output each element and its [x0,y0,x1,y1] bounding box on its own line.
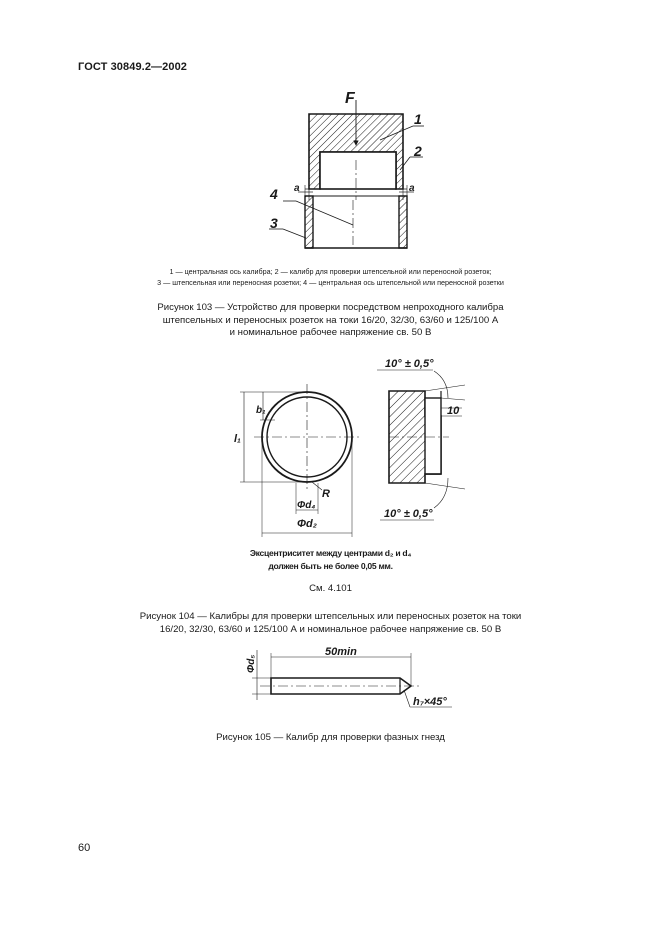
gauge-inner-cavity [320,152,396,189]
label-3: 3 [270,215,278,231]
figure-103-drawing [0,0,661,260]
label-2: 2 [414,143,422,159]
note-line-2: должен быть не более 0,05 мм. [268,561,393,571]
caption-104-line-1: Рисунок 104 — Калибры для проверки штепсельных или переносных розеток на токи [139,611,522,622]
document-header: ГОСТ 30849.2—2002 [78,61,188,73]
d4-label: Φd₄ [297,500,316,511]
label-4: 4 [270,186,278,202]
socket-wall-right [399,196,407,248]
page-number: 60 [78,842,91,854]
label-1: 1 [414,111,422,127]
figure-103-caption [60,302,601,340]
figure-105-drawing [0,640,661,720]
socket-wall-left [305,196,313,248]
label-a-left: a [294,183,300,194]
legend-line-1: 1 — центральная ось калибра; 2 — калибр для проверки штепсельной или переносной розеток; [169,267,492,276]
figure-104-caption [60,611,601,636]
b1-label: b₁ [256,405,266,416]
caption-103-line-3: и номинальное рабочее напряжение св. 50 В [229,327,432,338]
angle-bottom-label: 10° ± 0,5° [384,508,433,520]
chamfer-label: h₇×45° [413,696,447,708]
caption-103-line-1: Рисунок 103 — Устройство для проверки посредством непроходного калибра [157,302,504,313]
caption-104-line-2: 16/20, 32/30, 63/60 и 125/100 А и номинальное рабочее напряжение св. 50 В [159,623,502,635]
figure-105-caption: Рисунок 105 — Калибр для проверки фазных гнезд [216,732,445,743]
force-label: F [345,90,355,107]
figure-104-note [60,547,601,573]
note-line-1: Эксцентриситет между центрами d₂ и d₄ [249,548,412,558]
figure-103-legend [60,267,601,288]
label-a-right: a [409,183,415,194]
length-label: 50min [325,646,357,658]
d2-label: Φd₂ [297,518,317,530]
see-reference: См. 4.101 [309,583,352,594]
dim-10-label: 10 [447,405,460,417]
R-label: R [322,488,330,500]
d5-label: Φd₅ [246,654,257,673]
figure-104-drawing [0,340,661,540]
legend-line-2: 3 — штепсельная или переносная розетки; 4 — центральная ось штепсельной или переносной розетки [157,277,504,287]
l1-label: l₁ [234,433,241,445]
angle-top-label: 10° ± 0,5° [385,358,434,370]
caption-103-line-2: штепсельных и переносных розеток на токи 16/20, 32/30, 63/60 и 125/100 А [162,314,499,326]
